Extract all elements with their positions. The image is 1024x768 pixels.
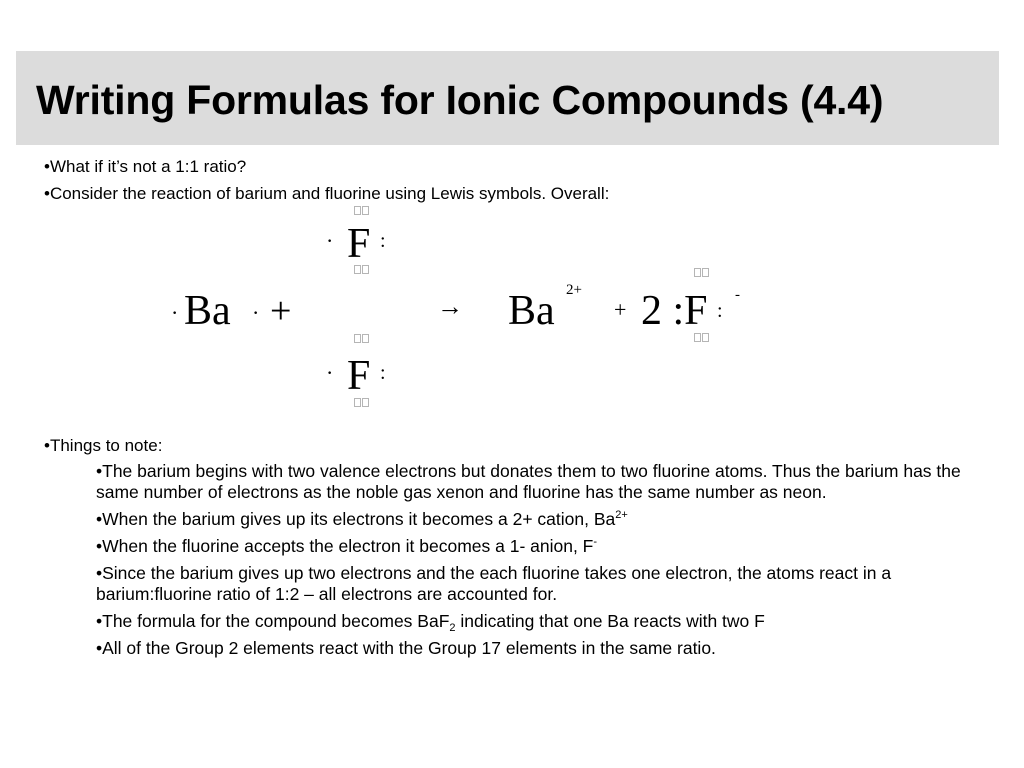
note-formula: •The formula for the compound becomes BaF$_2$ indicating that one Ba reacts with two F bbox=[96, 611, 765, 634]
barium-ion-symbol: Ba bbox=[508, 288, 555, 334]
plus-sign-small: + bbox=[614, 297, 627, 322]
electron-dot: · bbox=[326, 360, 334, 385]
slide-title: Writing Formulas for Ionic Compounds (4.4) bbox=[36, 77, 884, 123]
plus-sign: + bbox=[270, 290, 292, 332]
lone-pair-box bbox=[354, 206, 369, 215]
title-bar bbox=[16, 51, 999, 145]
electron-dot: · bbox=[326, 228, 334, 253]
fluorine-symbol-bottom: F bbox=[347, 353, 371, 399]
note-group-ratio: •All of the Group 2 elements react with the Group 17 elements in the same ratio. bbox=[96, 638, 716, 658]
lone-pair-box bbox=[694, 268, 709, 277]
lone-pair-box bbox=[354, 334, 369, 343]
fluorine-symbol-top: F bbox=[347, 221, 371, 267]
lone-pair-box bbox=[694, 333, 709, 342]
lone-pair-colon: : bbox=[717, 300, 723, 322]
note-valence-electrons: •The barium begins with two valence electrons but donates them to two fluorine atoms. Thus the barium has the same number of electrons as the noble gas xenon and fluorine has the same number as neon. bbox=[96, 461, 961, 502]
bullet-things-to-note: •Things to note: bbox=[44, 436, 163, 455]
lone-pair-colon: : bbox=[380, 230, 386, 252]
reaction-arrow: → bbox=[437, 292, 463, 321]
lone-pair-box bbox=[354, 265, 369, 274]
electron-dot: · bbox=[171, 300, 179, 325]
lone-pair-box bbox=[354, 398, 369, 407]
note-ratio: •Since the barium gives up two electrons and the each fluorine takes one electron, the atoms react in a barium:fluorine ratio of 1:2 – all electrons are accounted for. bbox=[96, 563, 892, 604]
note-barium-cation: •When the barium gives up its electrons it becomes a 2+ cation, $Ba^{2+}$ bbox=[96, 509, 628, 529]
barium-charge: 2+ bbox=[566, 282, 582, 298]
bullet-ratio-question: •What if it’s not a 1:1 ratio? bbox=[44, 157, 247, 176]
fluoride-ion-term: 2 :F bbox=[641, 288, 708, 334]
bullet-consider-reaction: •Consider the reaction of barium and fluorine using Lewis symbols. Overall: bbox=[44, 184, 610, 203]
electron-dot: · bbox=[252, 300, 260, 325]
lone-pair-colon: : bbox=[380, 362, 386, 384]
barium-symbol: Ba bbox=[184, 288, 231, 334]
note-fluorine-anion: •When the fluorine accepts the electron it becomes a 1- anion, F- bbox=[96, 536, 598, 556]
notes-list bbox=[96, 461, 991, 665]
fluoride-charge: - bbox=[735, 287, 740, 303]
